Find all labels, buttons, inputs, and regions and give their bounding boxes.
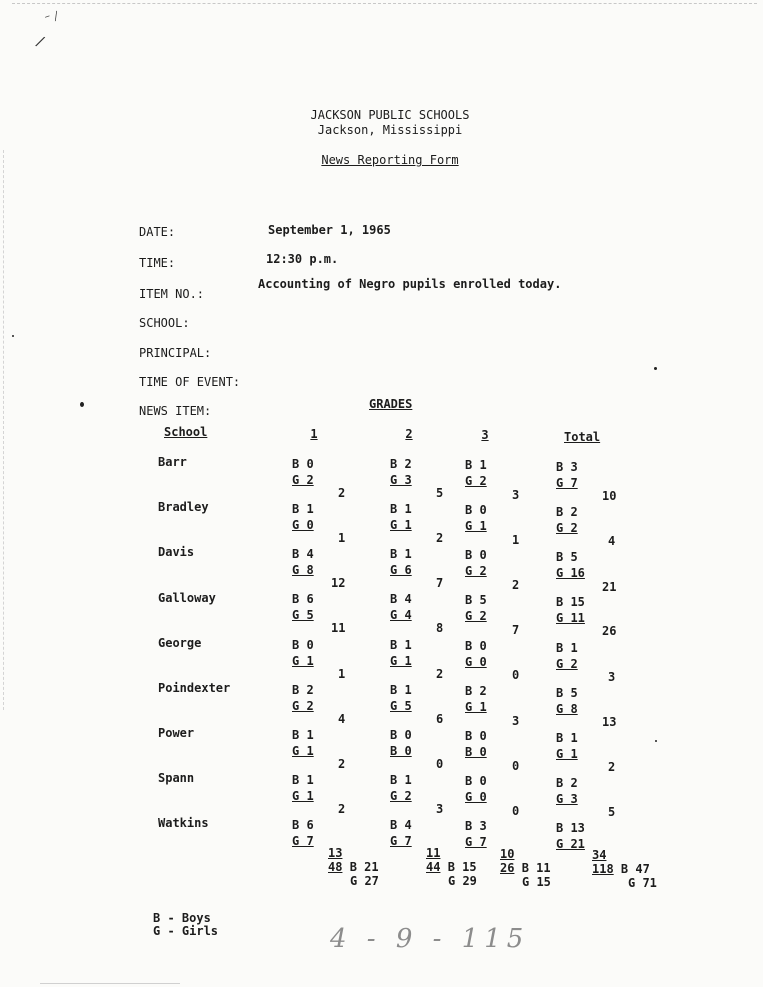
grade-3-cell: B 5 G 2 (465, 593, 487, 623)
grade-2-cell: B 1 G 1 (390, 502, 412, 532)
total-cell: B 3 G 7 (556, 460, 578, 490)
item-no-label: ITEM NO.: (139, 287, 205, 301)
grade-3-row-total: 1 (512, 533, 520, 547)
corner-slash-mark: / (33, 33, 47, 51)
grade-1-cell: B 6 G 5 (292, 592, 314, 622)
grade-2-sum: 11 44 B 15 G 29 (426, 846, 477, 888)
grade-3-row-total: 2 (512, 578, 520, 592)
total-cell: B 1 G 1 (556, 731, 578, 761)
grade-3-row-total: 0 (512, 759, 520, 773)
grade-2-row-total: 2 (436, 667, 444, 681)
school-name: Barr (158, 455, 187, 469)
school-name: Power (158, 726, 195, 740)
grade-1-cell: B 1 G 1 (292, 773, 314, 803)
school-name: Galloway (158, 591, 216, 605)
principal-label: PRINCIPAL: (139, 346, 212, 360)
corner-tick-mark: ⁻⁄ (41, 7, 63, 29)
total-row-total: 3 (608, 670, 616, 684)
grade-1-row-total: 4 (338, 712, 346, 726)
grade-1-cell: B 4 G 8 (292, 547, 314, 577)
bottom-edge-line (40, 983, 180, 984)
grade-3-sum: 10 26 B 11 G 15 (500, 847, 551, 889)
handwritten-note: 4 - 9 - 115 (330, 924, 530, 954)
grade-2-row-total: 2 (436, 531, 444, 545)
grade-3-cell: B 0 G 2 (465, 548, 487, 578)
school-label: SCHOOL: (139, 316, 190, 330)
total-row-total: 10 (602, 489, 617, 503)
school-column-header: School (164, 425, 208, 439)
grade-1-row-total: 12 (331, 576, 346, 590)
grade-3-cell: B 0 G 0 (465, 639, 487, 669)
grade-1-row-total: 1 (338, 667, 346, 681)
grade-2-cell: B 1 G 2 (390, 773, 412, 803)
date-label: DATE: (139, 225, 176, 239)
school-name: Poindexter (158, 681, 231, 695)
total-cell: B 5 G 16 (556, 550, 585, 580)
grade-3-cell: B 0 G 0 (465, 774, 487, 804)
grade-1-cell: B 1 G 1 (292, 728, 314, 758)
news-item-label: NEWS ITEM: (139, 404, 212, 418)
grade-1-cell: B 1 G 0 (292, 502, 314, 532)
grade-2-cell: B 4 G 7 (390, 818, 412, 848)
grade-2-row-total: 6 (436, 712, 444, 726)
grade-3-row-total: 0 (512, 804, 520, 818)
grade-1-header: 1 (310, 427, 318, 441)
grade-2-row-total: 7 (436, 576, 444, 590)
grade-3-row-total: 0 (512, 668, 520, 682)
org-name: JACKSON PUBLIC SCHOOLS (310, 108, 470, 122)
grade-2-row-total: 8 (436, 621, 444, 635)
grade-2-row-total: 0 (436, 757, 444, 771)
grade-2-cell: B 0 B 0 (390, 728, 412, 758)
time-of-event-label: TIME OF EVENT: (139, 375, 241, 389)
school-name: George (158, 636, 202, 650)
grade-1-cell: B 0 G 1 (292, 638, 314, 668)
grade-2-row-total: 3 (436, 802, 444, 816)
scan-speck (655, 740, 657, 742)
school-name: Bradley (158, 500, 209, 514)
time-value: 12:30 p.m. (266, 252, 339, 266)
grade-3-cell: B 0 G 1 (465, 503, 487, 533)
grade-3-cell: B 1 G 2 (465, 458, 487, 488)
grade-2-header: 2 (405, 427, 413, 441)
scan-speck (654, 367, 657, 370)
total-cell: B 5 G 8 (556, 686, 578, 716)
grade-2-cell: B 1 G 6 (390, 547, 412, 577)
total-cell: B 2 G 3 (556, 776, 578, 806)
total-row-total: 26 (602, 624, 617, 638)
grades-heading: GRADES (369, 397, 413, 411)
grade-1-sum: 13 48 B 21 G 27 (328, 846, 379, 888)
item-no-value: Accounting of Negro pupils enrolled today. (258, 277, 562, 291)
grade-1-row-total: 2 (338, 802, 346, 816)
grade-2-row-total: 5 (436, 486, 444, 500)
org-city: Jackson, Mississippi (317, 123, 463, 137)
grade-3-cell: B 2 G 1 (465, 684, 487, 714)
grade-3-cell: B 3 G 7 (465, 819, 487, 849)
perforation-top (12, 3, 757, 4)
grade-2-cell: B 1 G 5 (390, 683, 412, 713)
legend-boys: B - Boys (153, 911, 211, 925)
grade-1-row-total: 1 (338, 531, 346, 545)
total-row-total: 5 (608, 805, 616, 819)
total-row-total: 2 (608, 760, 616, 774)
total-row-total: 21 (602, 580, 617, 594)
grade-3-cell: B 0 B 0 (465, 729, 487, 759)
legend-girls: G - Girls (153, 924, 219, 938)
total-sum: 34 118 B 47 G 71 (592, 848, 657, 890)
grade-1-cell: B 0 G 2 (292, 457, 314, 487)
grade-3-row-total: 3 (512, 714, 520, 728)
total-row-total: 4 (608, 534, 616, 548)
date-value: September 1, 1965 (268, 223, 391, 237)
perforation-left (3, 150, 4, 710)
grade-2-cell: B 2 G 3 (390, 457, 412, 487)
grade-1-row-total: 2 (338, 486, 346, 500)
grade-2-cell: B 4 G 4 (390, 592, 412, 622)
time-label: TIME: (139, 256, 176, 270)
grade-1-cell: B 6 G 7 (292, 818, 314, 848)
legend (153, 912, 218, 938)
grade-3-row-total: 7 (512, 623, 520, 637)
total-row-total: 13 (602, 715, 617, 729)
grade-2-cell: B 1 G 1 (390, 638, 412, 668)
total-cell: B 1 G 2 (556, 641, 578, 671)
grade-1-cell: B 2 G 2 (292, 683, 314, 713)
grade-1-row-total: 2 (338, 757, 346, 771)
school-name: Davis (158, 545, 195, 559)
total-cell: B 2 G 2 (556, 505, 578, 535)
grade-1-row-total: 11 (331, 621, 346, 635)
school-name: Watkins (158, 816, 209, 830)
scan-speck (12, 335, 14, 337)
school-name: Spann (158, 771, 195, 785)
form-title: News Reporting Form (321, 153, 459, 167)
grade-3-row-total: 3 (512, 488, 520, 502)
grade-3-header: 3 (481, 428, 489, 442)
scan-speck (80, 402, 84, 407)
total-cell: B 13 G 21 (556, 821, 585, 851)
total-cell: B 15 G 11 (556, 595, 585, 625)
total-column-header: Total (564, 430, 601, 444)
